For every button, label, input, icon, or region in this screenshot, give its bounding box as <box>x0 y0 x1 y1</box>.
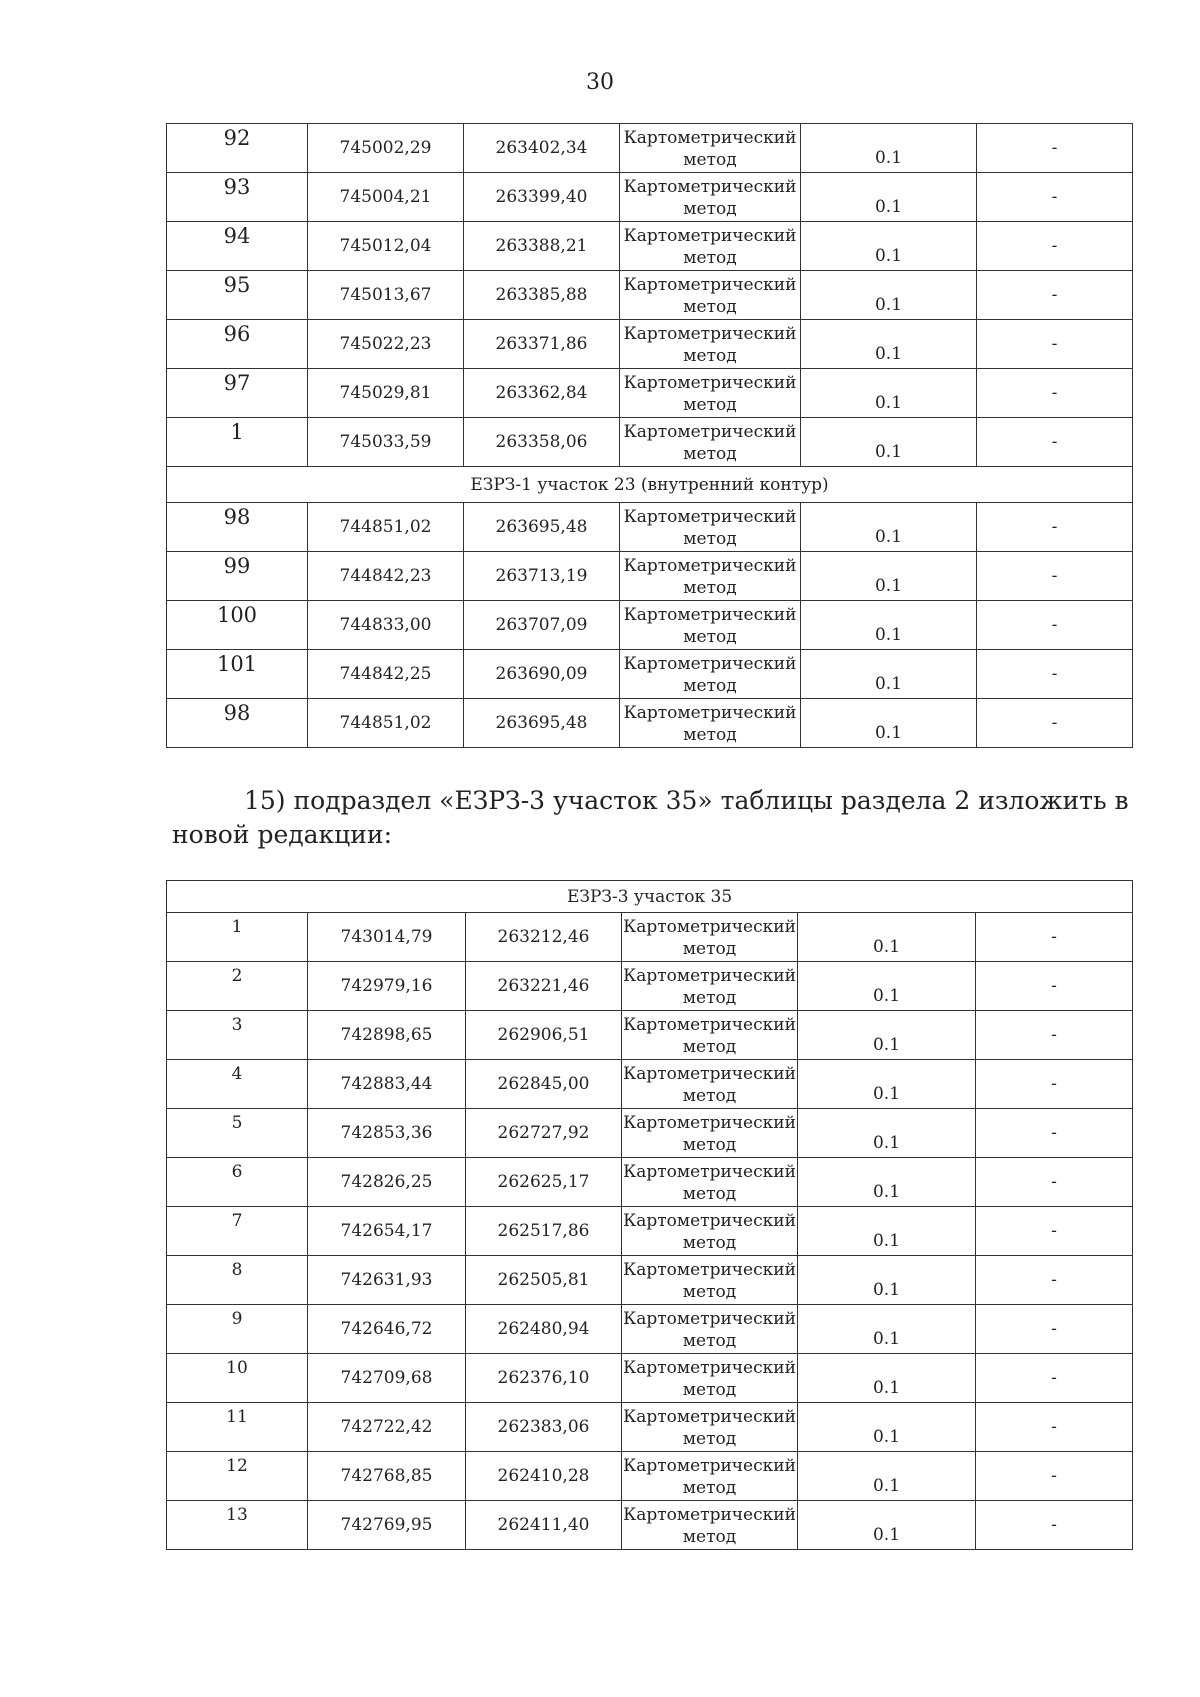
table-row <box>167 271 1133 320</box>
table-row <box>167 552 1133 601</box>
coordinates-table-2 <box>166 880 1133 1550</box>
empty-mark: - <box>976 1256 1133 1305</box>
determination-method: Картометрический метод <box>620 320 801 369</box>
x-coordinate: 742853,36 <box>308 1109 466 1158</box>
x-coordinate: 743014,79 <box>308 913 466 962</box>
accuracy-value: 0.1 <box>798 1207 976 1256</box>
determination-method: Картометрический метод <box>622 1256 798 1305</box>
accuracy-value: 0.1 <box>798 1060 976 1109</box>
point-number: 100 <box>167 601 308 650</box>
determination-method: Картометрический метод <box>622 913 798 962</box>
accuracy-value: 0.1 <box>801 552 977 601</box>
accuracy-value: 0.1 <box>798 1501 976 1550</box>
table-row <box>167 1354 1133 1403</box>
empty-mark: - <box>976 1060 1133 1109</box>
accuracy-value: 0.1 <box>798 1305 976 1354</box>
point-number: 101 <box>167 650 308 699</box>
y-coordinate: 262906,51 <box>466 1011 622 1060</box>
determination-method: Картометрический метод <box>620 124 801 173</box>
accuracy-value: 0.1 <box>801 222 977 271</box>
x-coordinate: 742768,85 <box>308 1452 466 1501</box>
empty-mark: - <box>977 124 1133 173</box>
table-row <box>167 124 1133 173</box>
accuracy-value: 0.1 <box>798 1011 976 1060</box>
point-number: 4 <box>167 1060 308 1109</box>
point-number: 7 <box>167 1207 308 1256</box>
empty-mark: - <box>977 503 1133 552</box>
point-number: 6 <box>167 1158 308 1207</box>
page-number: 30 <box>586 70 614 95</box>
y-coordinate: 263221,46 <box>466 962 622 1011</box>
section-label: ЕЗРЗ-3 участок 35 <box>167 881 1133 913</box>
y-coordinate: 263402,34 <box>464 124 620 173</box>
accuracy-value: 0.1 <box>801 271 977 320</box>
y-coordinate: 262411,40 <box>466 1501 622 1550</box>
determination-method: Картометрический метод <box>620 418 801 467</box>
y-coordinate: 262727,92 <box>466 1109 622 1158</box>
point-number: 94 <box>167 222 308 271</box>
y-coordinate: 263371,86 <box>464 320 620 369</box>
determination-method: Картометрический метод <box>622 1305 798 1354</box>
table-row <box>167 1109 1133 1158</box>
section-label: ЕЗРЗ-1 участок 23 (внутренний контур) <box>167 467 1133 503</box>
table-row <box>167 650 1133 699</box>
coordinates-table-1 <box>166 123 1133 748</box>
determination-method: Картометрический метод <box>620 222 801 271</box>
empty-mark: - <box>977 222 1133 271</box>
accuracy-value: 0.1 <box>798 1158 976 1207</box>
y-coordinate: 262383,06 <box>466 1403 622 1452</box>
determination-method: Картометрический метод <box>622 1158 798 1207</box>
accuracy-value: 0.1 <box>801 369 977 418</box>
empty-mark: - <box>976 1207 1133 1256</box>
table-row <box>167 369 1133 418</box>
point-number: 1 <box>167 913 308 962</box>
y-coordinate: 263695,48 <box>464 503 620 552</box>
y-coordinate: 263362,84 <box>464 369 620 418</box>
table-row <box>167 1256 1133 1305</box>
y-coordinate: 263399,40 <box>464 173 620 222</box>
point-number: 99 <box>167 552 308 601</box>
amendment-paragraph <box>172 784 1132 852</box>
y-coordinate: 262376,10 <box>466 1354 622 1403</box>
table-row <box>167 222 1133 271</box>
determination-method: Картометрический метод <box>620 650 801 699</box>
point-number: 97 <box>167 369 308 418</box>
table-row <box>167 1060 1133 1109</box>
accuracy-value: 0.1 <box>798 1109 976 1158</box>
x-coordinate: 745013,67 <box>308 271 464 320</box>
table-row <box>167 913 1133 962</box>
accuracy-value: 0.1 <box>798 1452 976 1501</box>
point-number: 93 <box>167 173 308 222</box>
empty-mark: - <box>976 913 1133 962</box>
y-coordinate: 263690,09 <box>464 650 620 699</box>
point-number: 12 <box>167 1452 308 1501</box>
empty-mark: - <box>977 418 1133 467</box>
determination-method: Картометрический метод <box>620 369 801 418</box>
accuracy-value: 0.1 <box>798 913 976 962</box>
accuracy-value: 0.1 <box>801 601 977 650</box>
x-coordinate: 742769,95 <box>308 1501 466 1550</box>
y-coordinate: 263358,06 <box>464 418 620 467</box>
accuracy-value: 0.1 <box>801 124 977 173</box>
x-coordinate: 742631,93 <box>308 1256 466 1305</box>
empty-mark: - <box>977 650 1133 699</box>
x-coordinate: 744842,25 <box>308 650 464 699</box>
point-number: 9 <box>167 1305 308 1354</box>
y-coordinate: 263388,21 <box>464 222 620 271</box>
table-row <box>167 320 1133 369</box>
determination-method: Картометрический метод <box>622 1354 798 1403</box>
x-coordinate: 742646,72 <box>308 1305 466 1354</box>
point-number: 1 <box>167 418 308 467</box>
accuracy-value: 0.1 <box>798 962 976 1011</box>
determination-method: Картометрический метод <box>620 173 801 222</box>
x-coordinate: 745033,59 <box>308 418 464 467</box>
empty-mark: - <box>976 1305 1133 1354</box>
x-coordinate: 744833,00 <box>308 601 464 650</box>
point-number: 92 <box>167 124 308 173</box>
y-coordinate: 262410,28 <box>466 1452 622 1501</box>
x-coordinate: 742709,68 <box>308 1354 466 1403</box>
x-coordinate: 745012,04 <box>308 222 464 271</box>
x-coordinate: 742979,16 <box>308 962 466 1011</box>
point-number: 98 <box>167 503 308 552</box>
section-row <box>167 881 1133 913</box>
x-coordinate: 745022,23 <box>308 320 464 369</box>
x-coordinate: 742826,25 <box>308 1158 466 1207</box>
determination-method: Картометрический метод <box>622 1452 798 1501</box>
y-coordinate: 263212,46 <box>466 913 622 962</box>
y-coordinate: 263713,19 <box>464 552 620 601</box>
amendment-text: 15) подраздел «ЕЗРЗ-3 участок 35» таблицы раздела 2 изложить в новой редакции: <box>172 786 1129 849</box>
table-row <box>167 699 1133 748</box>
determination-method: Картометрический метод <box>622 1501 798 1550</box>
determination-method: Картометрический метод <box>622 1207 798 1256</box>
point-number: 5 <box>167 1109 308 1158</box>
determination-method: Картометрический метод <box>622 1109 798 1158</box>
x-coordinate: 742898,65 <box>308 1011 466 1060</box>
point-number: 10 <box>167 1354 308 1403</box>
point-number: 98 <box>167 699 308 748</box>
y-coordinate: 262480,94 <box>466 1305 622 1354</box>
x-coordinate: 744842,23 <box>308 552 464 601</box>
empty-mark: - <box>976 1158 1133 1207</box>
determination-method: Картометрический метод <box>622 1011 798 1060</box>
determination-method: Картометрический метод <box>620 552 801 601</box>
table-row <box>167 418 1133 467</box>
x-coordinate: 745004,21 <box>308 173 464 222</box>
accuracy-value: 0.1 <box>801 320 977 369</box>
empty-mark: - <box>976 962 1133 1011</box>
determination-method: Картометрический метод <box>620 271 801 320</box>
table-row <box>167 1501 1133 1550</box>
table-row <box>167 1452 1133 1501</box>
determination-method: Картометрический метод <box>620 699 801 748</box>
x-coordinate: 745029,81 <box>308 369 464 418</box>
empty-mark: - <box>976 1354 1133 1403</box>
y-coordinate: 263695,48 <box>464 699 620 748</box>
point-number: 8 <box>167 1256 308 1305</box>
x-coordinate: 745002,29 <box>308 124 464 173</box>
y-coordinate: 263707,09 <box>464 601 620 650</box>
table-row <box>167 1158 1133 1207</box>
empty-mark: - <box>977 320 1133 369</box>
empty-mark: - <box>976 1403 1133 1452</box>
y-coordinate: 262625,17 <box>466 1158 622 1207</box>
accuracy-value: 0.1 <box>798 1256 976 1305</box>
accuracy-value: 0.1 <box>801 418 977 467</box>
x-coordinate: 742654,17 <box>308 1207 466 1256</box>
x-coordinate: 744851,02 <box>308 503 464 552</box>
table-row <box>167 1207 1133 1256</box>
y-coordinate: 262517,86 <box>466 1207 622 1256</box>
table-row <box>167 173 1133 222</box>
empty-mark: - <box>976 1109 1133 1158</box>
empty-mark: - <box>977 699 1133 748</box>
point-number: 13 <box>167 1501 308 1550</box>
x-coordinate: 744851,02 <box>308 699 464 748</box>
determination-method: Картометрический метод <box>620 601 801 650</box>
empty-mark: - <box>977 552 1133 601</box>
y-coordinate: 262505,81 <box>466 1256 622 1305</box>
point-number: 95 <box>167 271 308 320</box>
empty-mark: - <box>977 271 1133 320</box>
table-row <box>167 962 1133 1011</box>
section-row <box>167 467 1133 503</box>
determination-method: Картометрический метод <box>622 962 798 1011</box>
accuracy-value: 0.1 <box>798 1403 976 1452</box>
point-number: 2 <box>167 962 308 1011</box>
table-row <box>167 1403 1133 1452</box>
empty-mark: - <box>976 1501 1133 1550</box>
empty-mark: - <box>977 601 1133 650</box>
x-coordinate: 742722,42 <box>308 1403 466 1452</box>
determination-method: Картометрический метод <box>622 1060 798 1109</box>
accuracy-value: 0.1 <box>801 503 977 552</box>
empty-mark: - <box>977 369 1133 418</box>
point-number: 11 <box>167 1403 308 1452</box>
empty-mark: - <box>977 173 1133 222</box>
y-coordinate: 263385,88 <box>464 271 620 320</box>
point-number: 96 <box>167 320 308 369</box>
accuracy-value: 0.1 <box>801 650 977 699</box>
y-coordinate: 262845,00 <box>466 1060 622 1109</box>
empty-mark: - <box>976 1452 1133 1501</box>
accuracy-value: 0.1 <box>801 699 977 748</box>
determination-method: Картометрический метод <box>622 1403 798 1452</box>
point-number: 3 <box>167 1011 308 1060</box>
accuracy-value: 0.1 <box>801 173 977 222</box>
table-row <box>167 1011 1133 1060</box>
x-coordinate: 742883,44 <box>308 1060 466 1109</box>
table-row <box>167 601 1133 650</box>
accuracy-value: 0.1 <box>798 1354 976 1403</box>
determination-method: Картометрический метод <box>620 503 801 552</box>
empty-mark: - <box>976 1011 1133 1060</box>
table-row <box>167 1305 1133 1354</box>
table-row <box>167 503 1133 552</box>
